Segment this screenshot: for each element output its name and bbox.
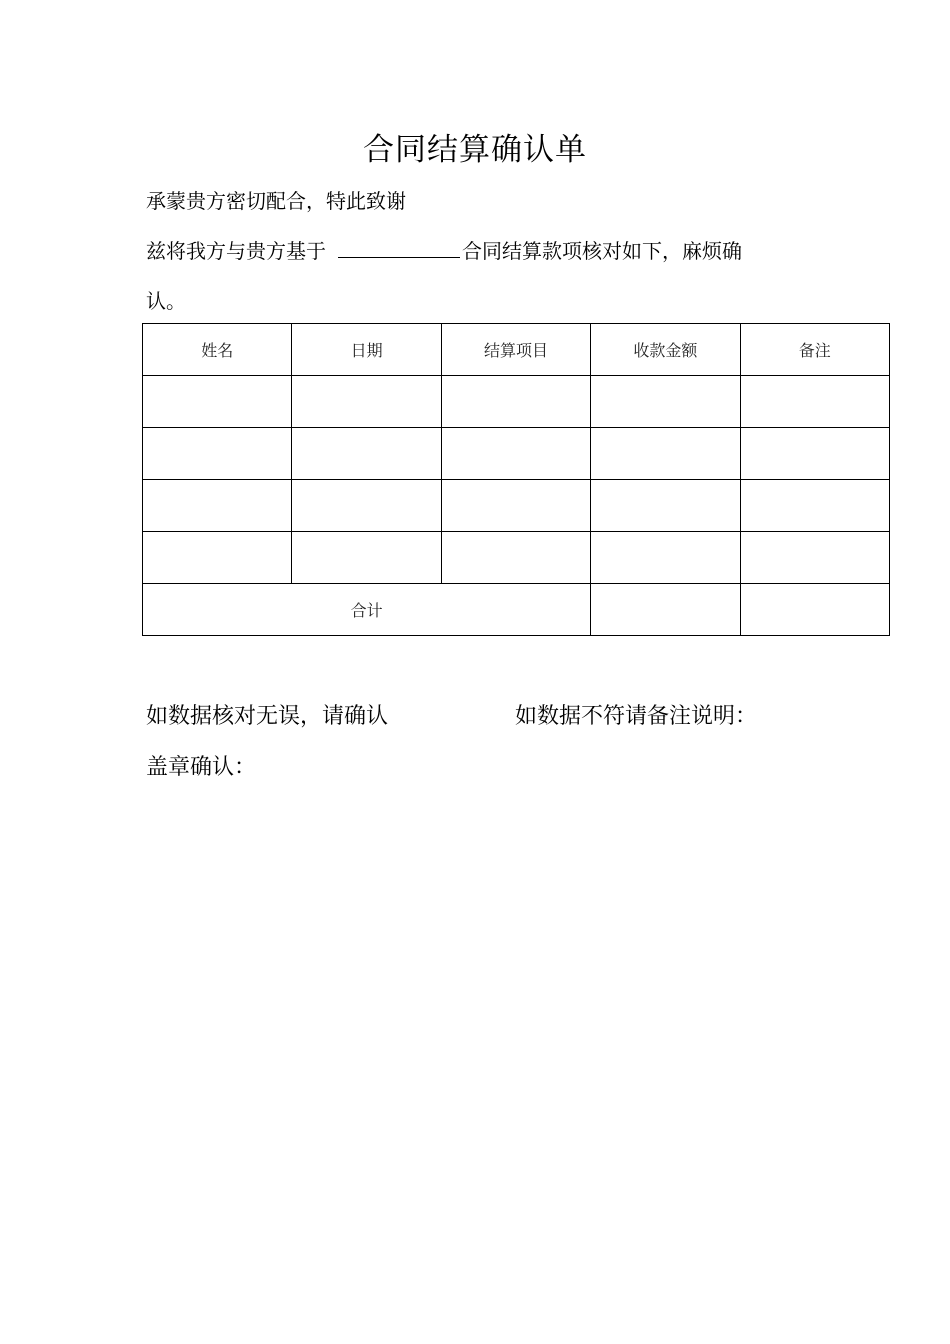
cell-note[interactable] [740, 376, 889, 428]
header-amount: 收款金额 [591, 324, 740, 376]
settlement-table [142, 323, 890, 636]
basis-line-end: 合同结算款项核对如下，麻烦确 [462, 239, 742, 263]
cell-item[interactable] [441, 376, 590, 428]
table-header-row [143, 324, 890, 376]
thanks-line: 承蒙贵方密切配合，特此致谢 [146, 189, 406, 213]
total-note-cell[interactable] [740, 584, 889, 636]
cell-date[interactable] [292, 428, 441, 480]
cell-name[interactable] [143, 428, 292, 480]
total-label: 合计 [143, 584, 591, 636]
mismatch-instruction: 如数据不符请备注说明： [515, 704, 758, 729]
header-item: 结算项目 [441, 324, 590, 376]
total-row [143, 584, 890, 636]
basis-line [146, 236, 742, 266]
cell-name[interactable] [143, 480, 292, 532]
header-date: 日期 [292, 324, 441, 376]
cell-amount[interactable] [591, 428, 740, 480]
cell-amount[interactable] [591, 480, 740, 532]
cell-note[interactable] [740, 532, 889, 584]
cell-item[interactable] [441, 532, 590, 584]
stamp-confirmation-label: 盖章确认： [146, 755, 257, 780]
cell-amount[interactable] [591, 376, 740, 428]
header-note: 备注 [740, 324, 889, 376]
header-name: 姓名 [143, 324, 292, 376]
cell-date[interactable] [292, 532, 441, 584]
table-row [143, 480, 890, 532]
cell-note[interactable] [740, 428, 889, 480]
cell-date[interactable] [292, 480, 441, 532]
confirm-instruction: 如数据核对无误，请确认 [146, 704, 389, 729]
contract-name-blank[interactable] [338, 238, 460, 258]
cell-name[interactable] [143, 376, 292, 428]
table-row [143, 532, 890, 584]
cell-amount[interactable] [591, 532, 740, 584]
cell-item[interactable] [441, 428, 590, 480]
basis-line-continued: 认。 [146, 289, 186, 313]
cell-name[interactable] [143, 532, 292, 584]
table-row [143, 428, 890, 480]
document-title: 合同结算确认单 [363, 132, 587, 168]
basis-line-start: 兹将我方与贵方基于 [146, 239, 326, 263]
cell-note[interactable] [740, 480, 889, 532]
cell-date[interactable] [292, 376, 441, 428]
table-row [143, 376, 890, 428]
total-amount-cell[interactable] [591, 584, 740, 636]
cell-item[interactable] [441, 480, 590, 532]
